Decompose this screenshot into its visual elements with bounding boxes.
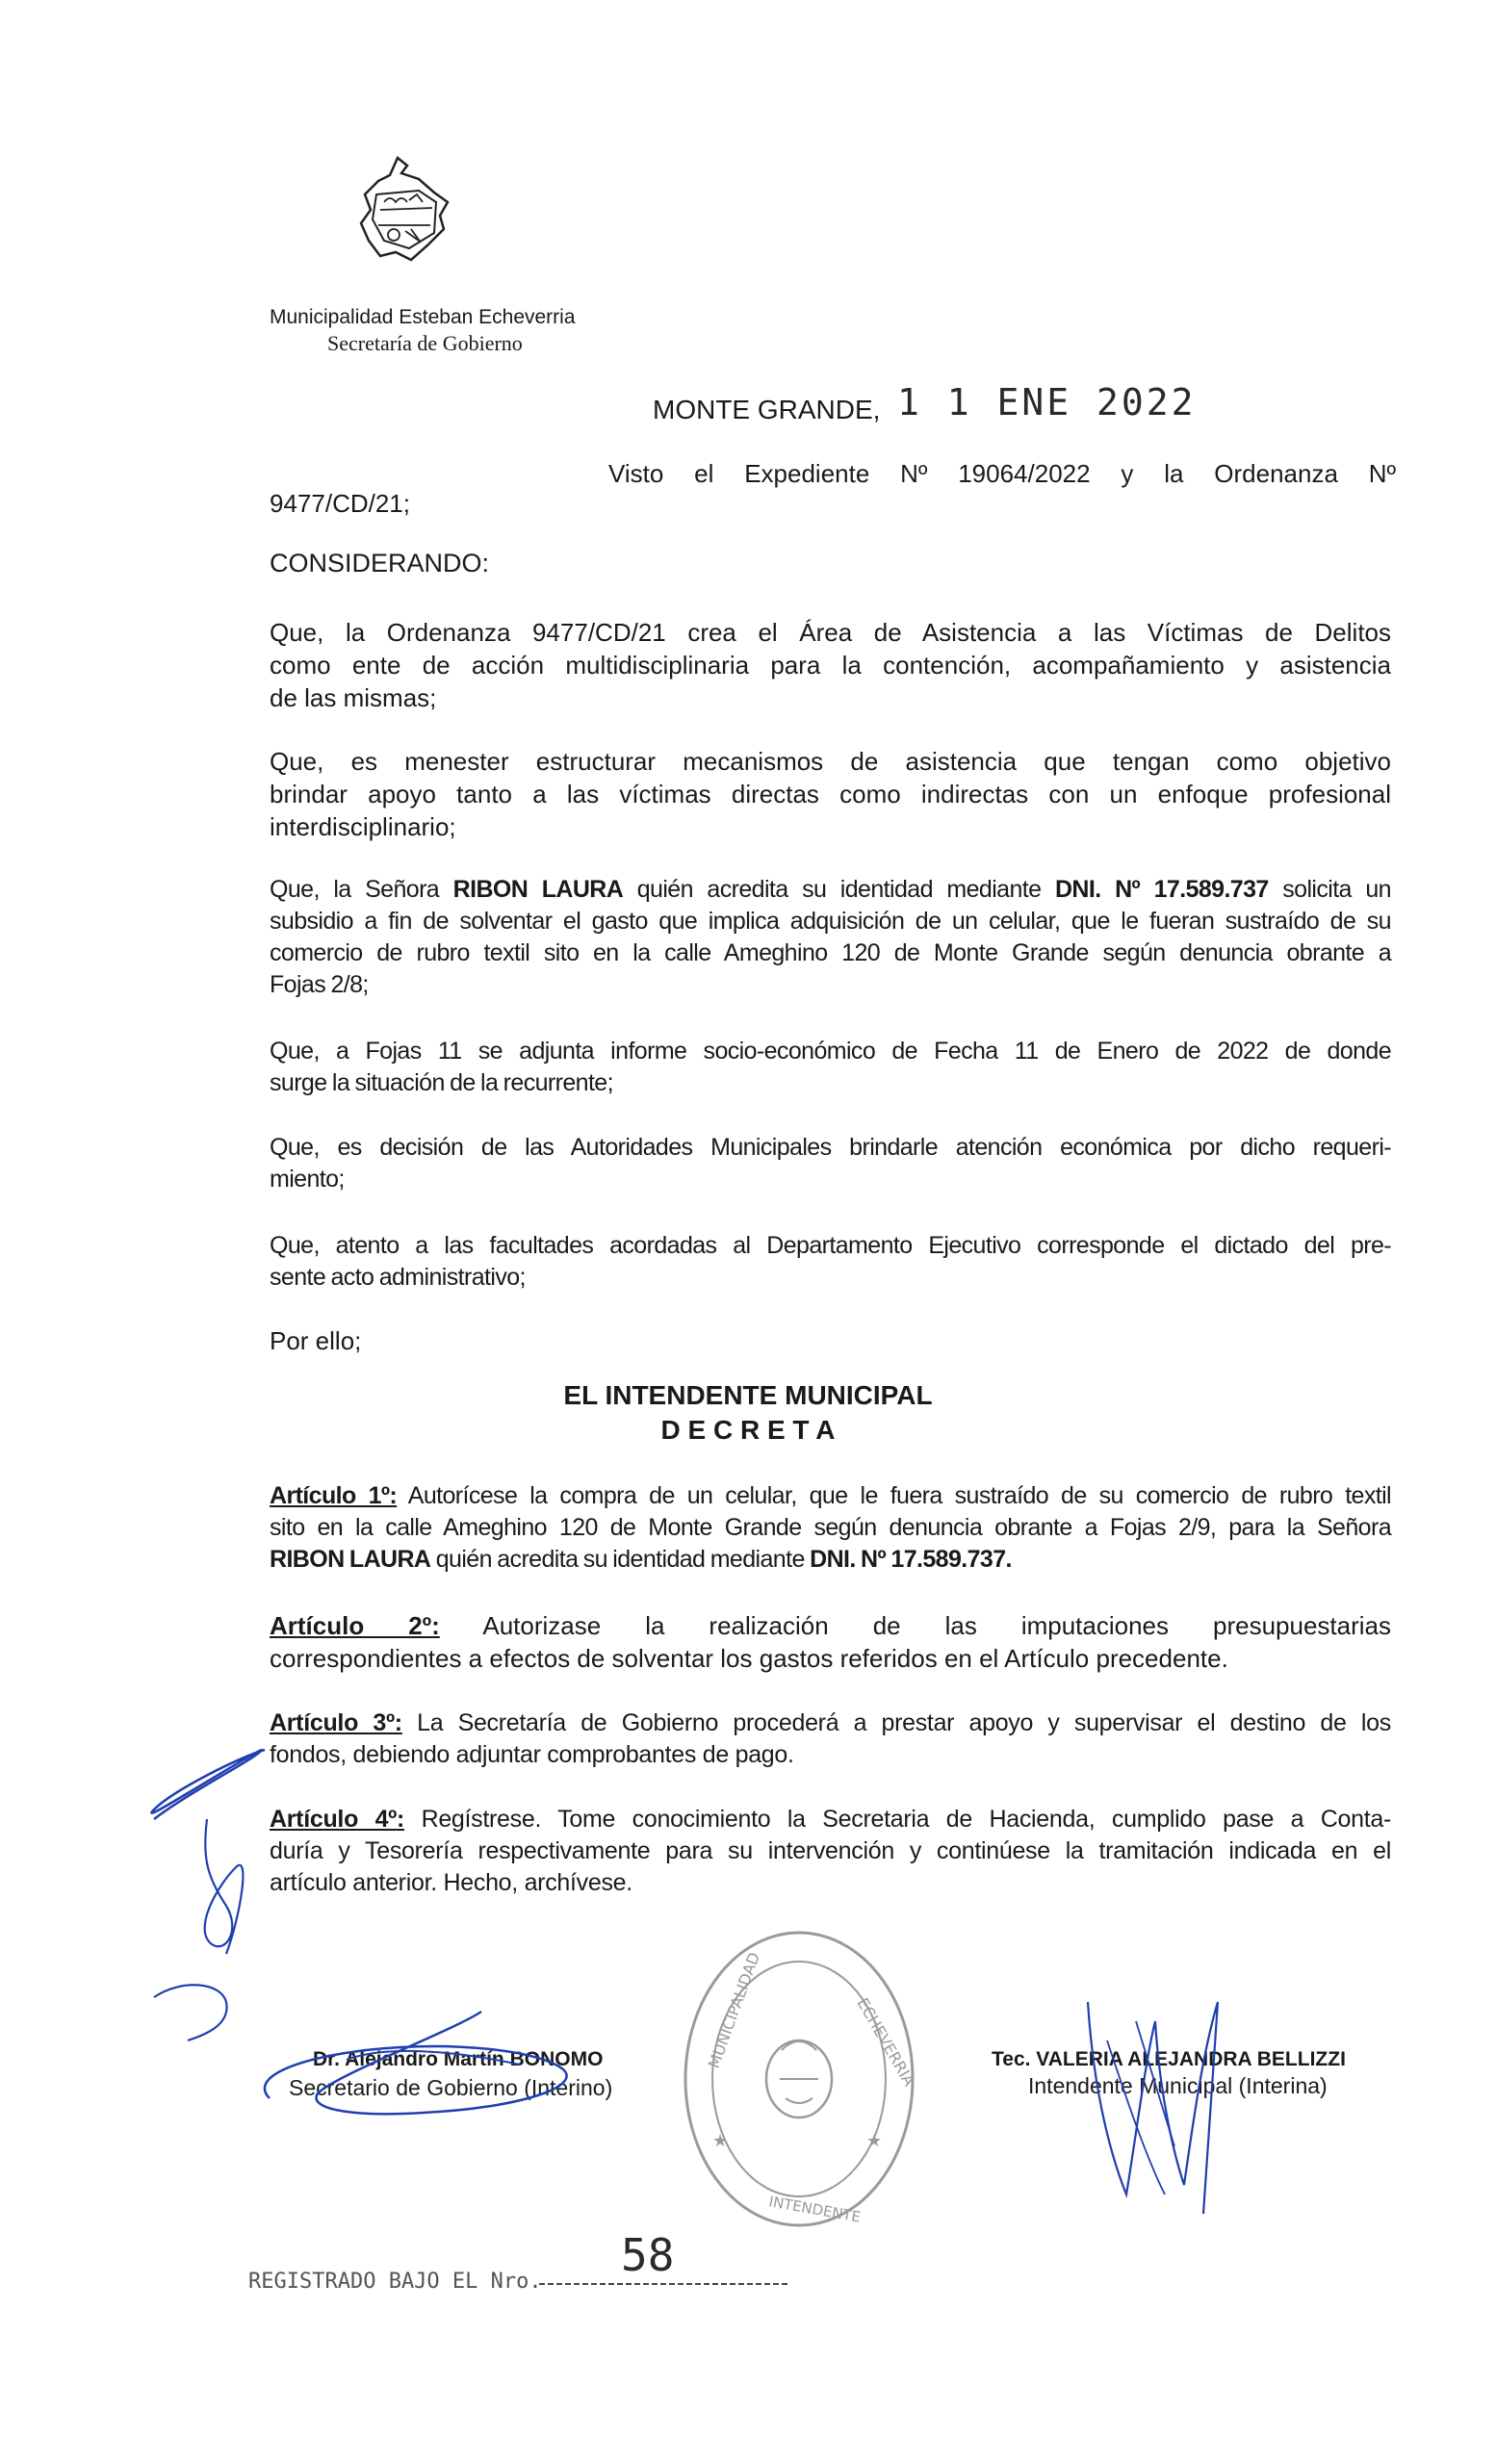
registry-underline xyxy=(539,2279,789,2289)
right-signature-icon xyxy=(1069,1906,1261,2233)
heading-decreta: D E C R E T A xyxy=(660,1415,836,1445)
article-2-line: correspondientes a efectos de solventar los gastos referidos en el Artículo precedente. xyxy=(270,1644,1228,1673)
considerando-4 xyxy=(270,1036,1391,1099)
article-1-label: Artículo 1º: xyxy=(270,1482,398,1509)
beneficiary-dni: DNI. Nº 17.589.737. xyxy=(810,1546,1012,1573)
considerando-3-line: Fojas 2/8; xyxy=(270,971,369,998)
considerando-6-line: Que, atento a las facultades acordadas al Departamento Ejecutivo corresponde el dictado del pre- xyxy=(270,1232,1391,1259)
left-signature-icon xyxy=(231,1992,693,2127)
text-run: Autorizase la realización de las imputaciones presupuestarias xyxy=(439,1611,1392,1640)
signer-left-name: Dr. Alejandro Martín BONOMO xyxy=(313,2048,604,2070)
considerando-1-line: Que, la Ordenanza 9477/CD/21 crea el Área de Asistencia a las Víctimas de Delitos xyxy=(270,618,1391,647)
article-2 xyxy=(270,1609,1391,1675)
svg-text:★: ★ xyxy=(712,2131,729,2150)
article-3 xyxy=(270,1707,1391,1771)
text-run: quién acredita su identidad mediante xyxy=(430,1546,811,1573)
text-run: La Secretaría de Gobierno procederá a prestar apoyo y supervisar el destino de los xyxy=(401,1709,1391,1736)
svg-text:★: ★ xyxy=(866,2131,883,2150)
considerando-3-line xyxy=(270,874,1391,906)
considerando-3-line: comercio de rubro textil sito en la calle Ameghino 120 de Monte Grande según denuncia obrante a xyxy=(270,939,1391,966)
text-run: quién acredita su identidad mediante xyxy=(623,876,1055,903)
article-1 xyxy=(270,1480,1391,1576)
registry-number: 58 xyxy=(621,2229,675,2281)
article-4-label: Artículo 4º: xyxy=(270,1806,405,1833)
article-3-line: fondos, debiendo adjuntar comprobantes de pago. xyxy=(270,1741,794,1768)
considerando-6 xyxy=(270,1230,1391,1294)
article-4-line: duría y Tesorería respectivamente para su intervención y continúese la tramitación indicada en el xyxy=(270,1837,1391,1864)
considerando-2-line: brindar apoyo tanto a las víctimas directas como indirectas con un enfoque profesional xyxy=(270,780,1391,808)
considerando-1-line: de las mismas; xyxy=(270,683,437,712)
visto-line-1: Visto el Expediente Nº 19064/2022 y la Ordenanza Nº xyxy=(608,459,1396,488)
svg-text:ECHEVERRIA: ECHEVERRIA xyxy=(853,1994,919,2090)
visto-line-2: 9477/CD/21; xyxy=(270,489,410,518)
beneficiary-name: RIBON LAURA xyxy=(270,1546,431,1573)
article-4-line: artículo anterior. Hecho, archívese. xyxy=(270,1869,632,1896)
place-label: MONTE GRANDE, xyxy=(653,395,881,424)
considerando-label: CONSIDERANDO: xyxy=(270,549,490,578)
considerando-5-line: Que, es decisión de las Autoridades Municipales brindarle atención económica por dicho requeri- xyxy=(270,1134,1391,1161)
considerando-4-line: surge la situación de la recurrente; xyxy=(270,1069,613,1096)
considerando-6-line: sente acto administrativo; xyxy=(270,1264,526,1291)
stamped-date: 1 1 ENE 2022 xyxy=(897,381,1197,424)
signer-right-name: Tec. VALERIA ALEJANDRA BELLIZZI xyxy=(992,2048,1346,2070)
considerando-1 xyxy=(270,616,1391,714)
considerando-1-line: como ente de acción multidisciplinaria para la contención, acompañamiento y asistencia xyxy=(270,651,1391,680)
article-2-line xyxy=(270,1609,1391,1642)
considerando-5 xyxy=(270,1132,1391,1195)
secretariat-name: Secretaría de Gobierno xyxy=(327,331,523,355)
heading-intendente: EL INTENDENTE MUNICIPAL xyxy=(563,1380,933,1410)
municipality-name: Municipalidad Esteban Echeverria xyxy=(270,306,576,328)
official-seal-icon xyxy=(674,1925,924,2233)
beneficiary-name: RIBON LAURA xyxy=(452,876,624,903)
considerando-5-line: miento; xyxy=(270,1166,345,1193)
article-4 xyxy=(270,1804,1391,1899)
considerando-4-line: Que, a Fojas 11 se adjunta informe socio-económico de Fecha 11 de Enero de 2022 de donde xyxy=(270,1038,1391,1065)
considerando-3 xyxy=(270,874,1391,1001)
municipal-coat-of-arms-icon xyxy=(351,152,457,268)
considerando-2 xyxy=(270,745,1391,843)
text-run: Regístrese. Tome conocimiento la Secretaria de Hacienda, cumplido pase a Conta- xyxy=(404,1806,1392,1833)
article-3-line xyxy=(270,1707,1391,1739)
text-run: Que, la Señora xyxy=(270,876,453,903)
text-run: solicita un xyxy=(1268,876,1391,903)
article-4-line xyxy=(270,1804,1391,1835)
por-ello: Por ello; xyxy=(270,1326,362,1355)
article-3-label: Artículo 3º: xyxy=(270,1709,402,1736)
signer-right-title: Intendente Municipal (Interina) xyxy=(1028,2073,1328,2098)
signer-left-title: Secretario de Gobierno (Interino) xyxy=(289,2075,613,2100)
article-1-line xyxy=(270,1544,1391,1576)
svg-text:INTENDENTE: INTENDENTE xyxy=(767,2193,863,2226)
considerando-2-line: interdisciplinario; xyxy=(270,812,456,841)
registry-label: REGISTRADO BAJO EL Nro. xyxy=(248,2270,542,2294)
beneficiary-dni: DNI. Nº 17.589.737 xyxy=(1054,876,1269,903)
svg-text:MUNICIPALIDAD: MUNICIPALIDAD xyxy=(704,1949,764,2071)
article-1-line: sito en la calle Ameghino 120 de Monte Grande según denuncia obrante a Fojas 2/9, para la Señora xyxy=(270,1514,1391,1541)
text-run: Autorícese la compra de un celular, que le fuera sustraído de su comercio de rubro textil xyxy=(397,1482,1391,1509)
article-1-line xyxy=(270,1480,1391,1512)
considerando-2-line: Que, es menester estructurar mecanismos de asistencia que tengan como objetivo xyxy=(270,747,1391,776)
considerando-3-line: subsidio a fin de solventar el gasto que implica adquisición de un celular, que le fueran sustraído de su xyxy=(270,908,1391,935)
article-2-label: Artículo 2º: xyxy=(270,1611,440,1640)
